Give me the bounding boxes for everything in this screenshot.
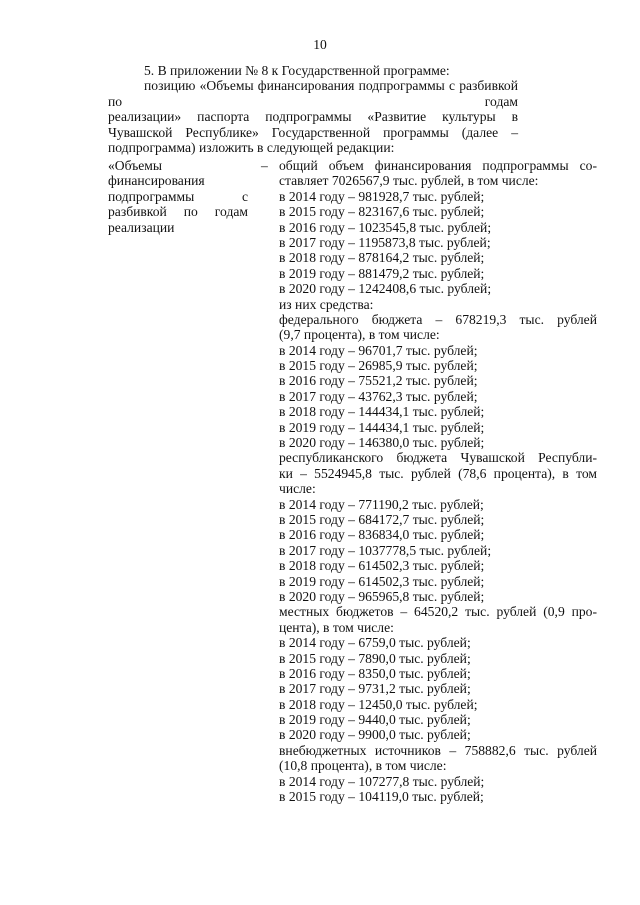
financing-line: в 2020 году – 146380,0 тыс. рублей;: [279, 435, 485, 451]
financing-line: цента), в том числе:: [279, 619, 394, 635]
financing-line: в 2018 году – 144434,1 тыс. рублей;: [279, 404, 485, 420]
financing-line: в 2016 году – 836834,0 тыс. рублей;: [279, 527, 485, 543]
financing-line: из них средства:: [279, 296, 374, 312]
financing-line: в 2019 году – 9440,0 тыс. рублей;: [279, 712, 471, 728]
table-dash: –: [261, 158, 268, 173]
intro-paragraph-2-first: позицию «Объемы финансирования подпрограммы с разбивкой по годам: [108, 78, 518, 109]
financing-line: в 2017 году – 1195873,8 тыс. рублей;: [279, 234, 491, 250]
financing-line: внебюджетных источников – 758882,6 тыс. рублей: [279, 742, 597, 758]
financing-line: (9,7 процента), в том числе:: [279, 327, 440, 343]
table-right-cell: [279, 158, 597, 804]
financing-line: в 2017 году – 1037778,5 тыс. рублей;: [279, 542, 492, 558]
financing-line: местных бюджетов – 64520,2 тыс. рублей (0,9 про-: [279, 604, 597, 620]
financing-line: ставляет 7026567,9 тыс. рублей, в том числе:: [279, 173, 539, 189]
financing-line: в 2020 году – 9900,0 тыс. рублей;: [279, 727, 471, 743]
financing-line: в 2016 году – 8350,0 тыс. рублей;: [279, 665, 471, 681]
table-left-cell: «Объемы финансирования подпрограммы с разбивкой по годам реализации: [108, 158, 248, 235]
financing-line: в 2017 году – 9731,2 тыс. рублей;: [279, 681, 471, 697]
financing-line: в 2020 году – 1242408,6 тыс. рублей;: [279, 281, 492, 297]
financing-line: в 2017 году – 43762,3 тыс. рублей;: [279, 388, 478, 404]
financing-line: ки – 5524945,8 тыс. рублей (78,6 процента), в том: [279, 465, 597, 481]
financing-line: в 2015 году – 104119,0 тыс. рублей;: [279, 789, 484, 805]
financing-line: в 2018 году – 614502,3 тыс. рублей;: [279, 558, 485, 574]
intro-paragraph-1: 5. В приложении № 8 к Государственной программе:: [144, 63, 450, 78]
intro-paragraph-2-rest: реализации» паспорта подпрограммы «Развитие культуры в Чувашской Республике» Государственной программы (далее – подпрограмма) изложить в следующей редакции:: [108, 109, 518, 156]
financing-line: в 2015 году – 684172,7 тыс. рублей;: [279, 511, 485, 527]
financing-line: в 2015 году – 26985,9 тыс. рублей;: [279, 358, 478, 374]
financing-line: в 2016 году – 75521,2 тыс. рублей;: [279, 373, 478, 389]
financing-line: в 2014 году – 107277,8 тыс. рублей;: [279, 773, 485, 789]
financing-line: федерального бюджета – 678219,3 тыс. рублей: [279, 311, 597, 327]
financing-line: в 2014 году – 6759,0 тыс. рублей;: [279, 635, 471, 651]
financing-line: в 2014 году – 96701,7 тыс. рублей;: [279, 342, 478, 358]
page-number: 10: [313, 37, 327, 52]
financing-line: в 2014 году – 981928,7 тыс. рублей;: [279, 188, 485, 204]
financing-line: в 2018 году – 878164,2 тыс. рублей;: [279, 250, 485, 266]
financing-line: числе:: [279, 481, 316, 497]
financing-line: в 2015 году – 7890,0 тыс. рублей;: [279, 650, 471, 666]
financing-line: в 2019 году – 614502,3 тыс. рублей;: [279, 573, 485, 589]
financing-line: в 2019 году – 881479,2 тыс. рублей;: [279, 265, 485, 281]
financing-line: в 2018 году – 12450,0 тыс. рублей;: [279, 696, 478, 712]
financing-line: в 2020 году – 965965,8 тыс. рублей;: [279, 588, 485, 604]
financing-line: общий объем финансирования подпрограммы со-: [279, 158, 597, 173]
financing-line: республиканского бюджета Чувашской Республи-: [279, 450, 597, 466]
financing-line: (10,8 процента), в том числе:: [279, 758, 447, 774]
intro-paragraphs: [108, 63, 518, 155]
financing-line: в 2015 году – 823167,6 тыс. рублей;: [279, 204, 485, 220]
financing-line: в 2019 году – 144434,1 тыс. рублей;: [279, 419, 485, 435]
financing-line: в 2016 году – 1023545,8 тыс. рублей;: [279, 219, 492, 235]
financing-line: в 2014 году – 771190,2 тыс. рублей;: [279, 496, 484, 512]
